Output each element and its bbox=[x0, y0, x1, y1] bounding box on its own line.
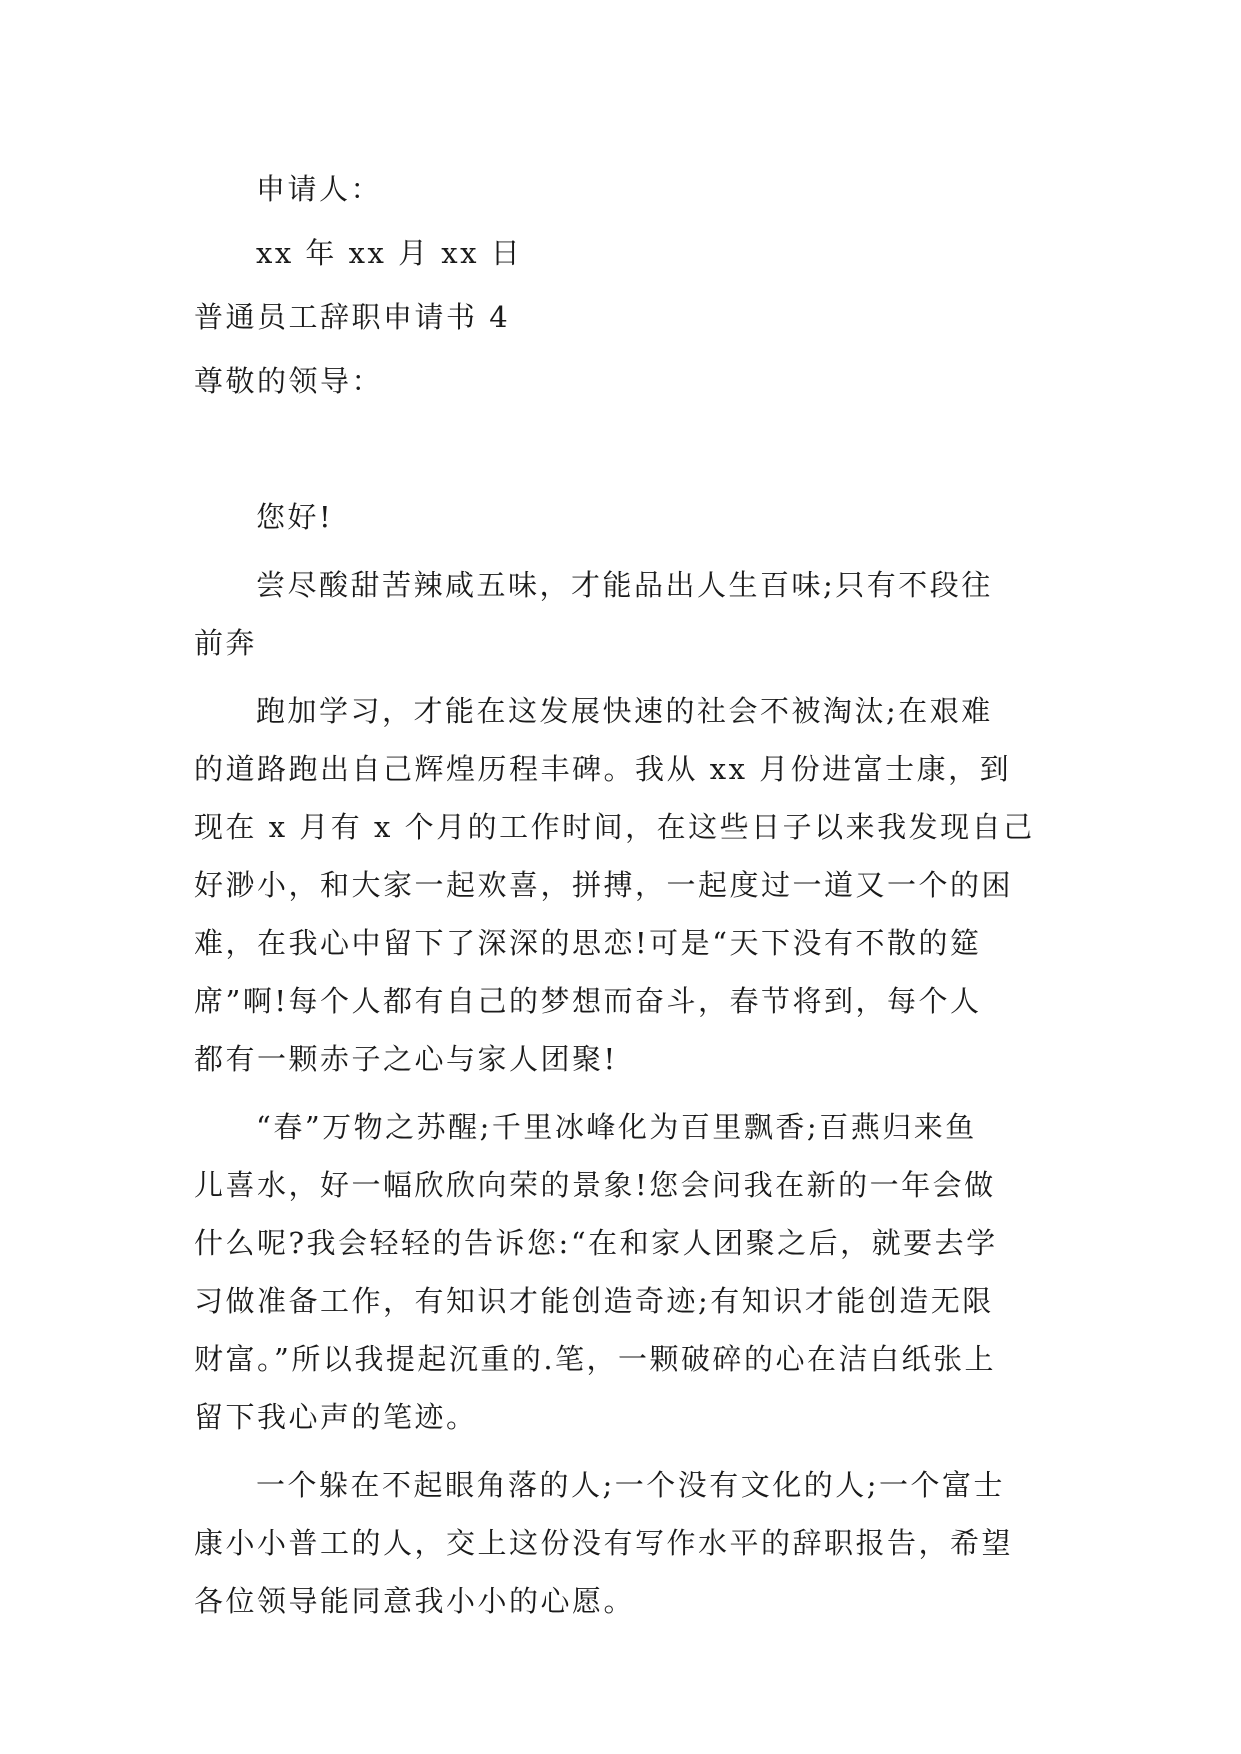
paragraph-line: 各位领导能同意我小小的心愿。 bbox=[194, 1584, 636, 1618]
paragraph bbox=[194, 1098, 1054, 1446]
paragraph bbox=[194, 556, 1054, 672]
paragraph-line: 留下我心声的笔迹。 bbox=[194, 1400, 478, 1434]
paragraph-line: 康小小普工的人，交上这份没有写作水平的辞职报告，希望 bbox=[194, 1526, 1014, 1560]
paragraph-line: 好渺小，和大家一起欢喜，拼搏，一起度过一道又一个的困 bbox=[194, 868, 1014, 902]
paragraph-line: 什么呢?我会轻轻的告诉您:“在和家人团聚之后，就要去学 bbox=[194, 1226, 998, 1260]
paragraph-line: 财富。”所以我提起沉重的.笔，一颗破碎的心在洁白纸张上 bbox=[194, 1342, 997, 1376]
date-line: xx 年 xx 月 xx 日 bbox=[256, 236, 523, 270]
letter-body bbox=[194, 160, 1054, 1630]
paragraph-line: 的道路跑出自己辉煌历程丰碑。我从 xx 月份进富士康，到 bbox=[194, 752, 1012, 786]
paragraph-line: 儿喜水，好一幅欣欣向荣的景象!您会问我在新的一年会做 bbox=[194, 1168, 996, 1202]
paragraph-line: 跑加学习，才能在这发展快速的社会不被淘汰;在艰难 bbox=[256, 694, 993, 728]
applicant-label: 申请人： bbox=[256, 172, 383, 206]
paragraph-line: 前奔 bbox=[194, 626, 258, 660]
paragraph-line: 尝尽酸甜苦辣咸五味，才能品出人生百味;只有不段往 bbox=[256, 568, 993, 602]
paragraph-line: “春”万物之苏醒;千里冰峰化为百里飘香;百燕归来鱼 bbox=[256, 1110, 977, 1144]
paragraph-line: 都有一颗赤子之心与家人团聚! bbox=[194, 1042, 618, 1076]
paragraph-line: 一个躲在不起眼角落的人;一个没有文化的人;一个富士 bbox=[256, 1468, 1006, 1502]
paragraph-line: 习做准备工作，有知识才能创造奇迹;有知识才能创造无限 bbox=[194, 1284, 994, 1318]
paragraph-line: 现在 x 月有 x 个月的工作时间，在这些日子以来我发现自己 bbox=[194, 810, 1035, 844]
salutation: 尊敬的领导： bbox=[194, 364, 384, 398]
paragraph-line: 席”啊!每个人都有自己的梦想而奋斗，春节将到，每个人 bbox=[194, 984, 982, 1018]
greeting: 您好! bbox=[256, 500, 334, 534]
paragraph-line: 难，在我心中留下了深深的思恋!可是“天下没有不散的筵 bbox=[194, 926, 982, 960]
paragraph bbox=[194, 1456, 1054, 1630]
paragraph bbox=[194, 682, 1054, 1088]
letter-title: 普通员工辞职申请书 4 bbox=[194, 300, 511, 334]
